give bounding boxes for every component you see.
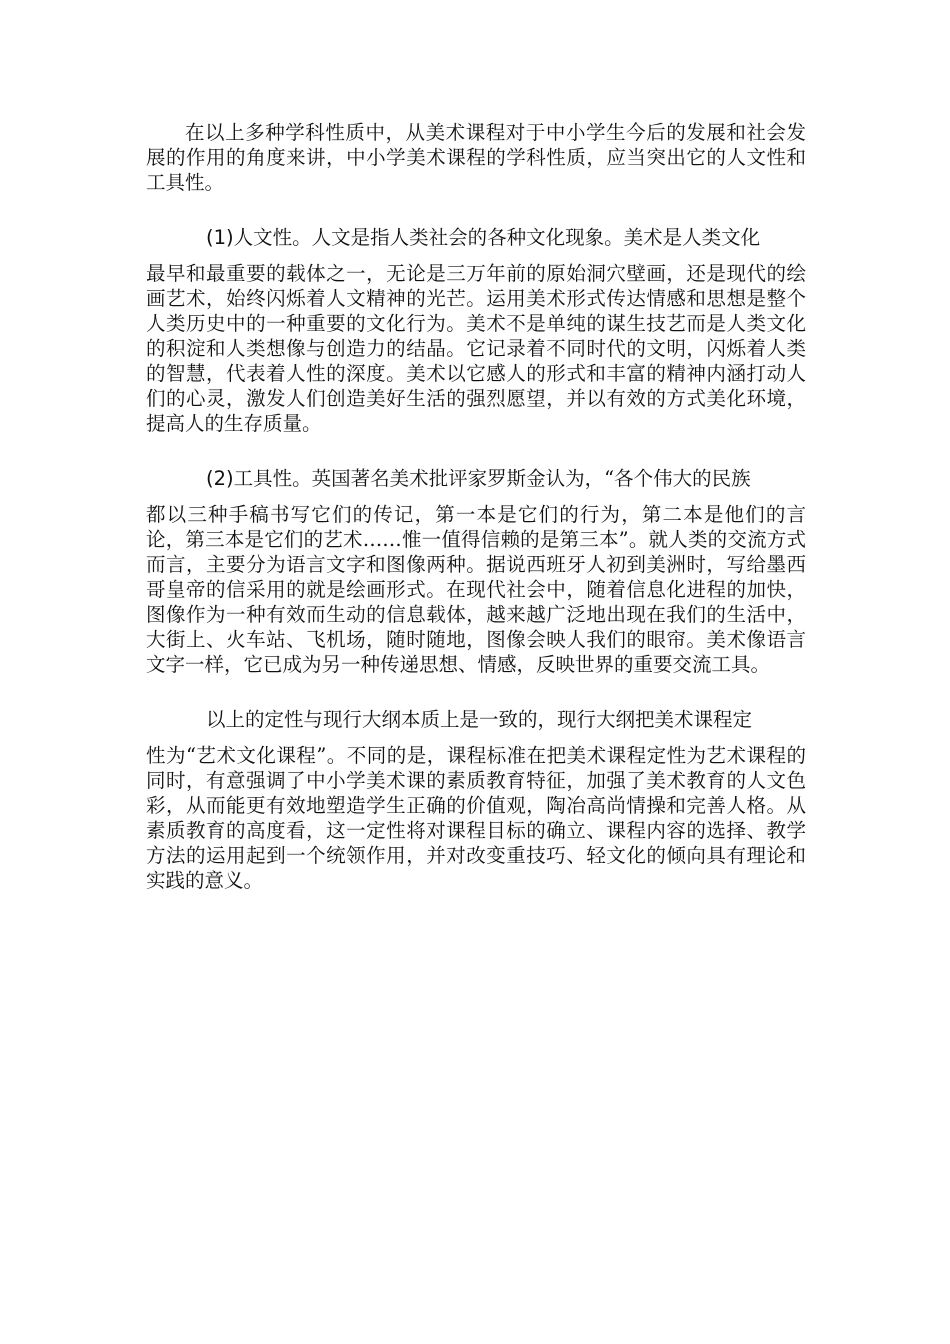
section-conclusion-first-line: 以上的定性与现行大纲本质上是一致的，现行大纲把美术课程定 xyxy=(206,708,753,731)
section-instrumental-heading: 工具性。英国著名美术批评家罗斯金认为，“各个伟大的民族 xyxy=(233,467,751,490)
section-conclusion-body: 性为“艺术文化课程”。不同的是，课程标准在把美术课程定性为艺术课程的同时，有意强调了中小学美术课的素质教育特征，加强了美术教育的人文色彩，从而能更有效地塑造学生正确的价值观，陶冶高尚情操和完善人格。从素质教育的高度看，这一定性将对课程目标的确立、课程内容的选择、教学方法的运用起到一个统领作用，并对改变重技巧、轻文化的倾向具有理论和实践的意义。 xyxy=(146,744,806,892)
intro-paragraph: 在以上多种学科性质中，从美术课程对于中小学生今后的发展和社会发展的作用的角度来讲，中小学美术课程的学科性质，应当突出它的人文性和工具性。 xyxy=(146,121,806,194)
section-instrumental-label: (2) xyxy=(206,467,234,490)
section-instrumental-first-line xyxy=(146,466,806,502)
document-page xyxy=(146,120,806,893)
section-humanities-body: 最早和最重要的载体之一，无论是三万年前的原始洞穴壁画，还是现代的绘画艺术，始终闪烁着人文精神的光芒。运用美术形式传达情感和思想是整个人类历史中的一种重要的文化行为。美术不是单纯的谋生技艺而是人类文化的积淀和人类想像与创造力的结晶。它记录着不同时代的文明，闪烁着人类的智慧，代表着人性的深度。美术以它感人的形式和丰富的精神内涵打动人们的心灵，激发人们创造美好生活的强烈愿望，并以有效的方式美化环境，提高人的生存质量。 xyxy=(146,262,806,435)
section-instrumental-body: 都以三种手稿书写它们的传记，第一本是它们的行为，第二本是他们的言论，第三本是它们的艺术……惟一值得信赖的是第三本”。就人类的交流方式而言，主要分为语言文字和图像两种。据说西班牙人初到美洲时，写给墨西哥皇帝的信采用的就是绘画形式。在现代社会中，随着信息化进程的加快，图像作为一种有效而生动的信息载体，越来越广泛地出现在我们的生活中，大街上、火车站、飞机场，随时随地，图像会映人我们的眼帘。美术像语言文字一样，它已成为另一种传递思想、情感，反映世界的重要交流工具。 xyxy=(146,503,806,676)
section-conclusion xyxy=(146,707,806,893)
section-humanities-label: (1) xyxy=(206,226,234,249)
section-humanities-heading: 人文性。人文是指人类社会的各种文化现象。美术是人类文化 xyxy=(233,226,761,249)
section-humanities xyxy=(146,225,806,436)
section-humanities-first-line xyxy=(146,225,806,261)
section-instrumental xyxy=(146,466,806,677)
